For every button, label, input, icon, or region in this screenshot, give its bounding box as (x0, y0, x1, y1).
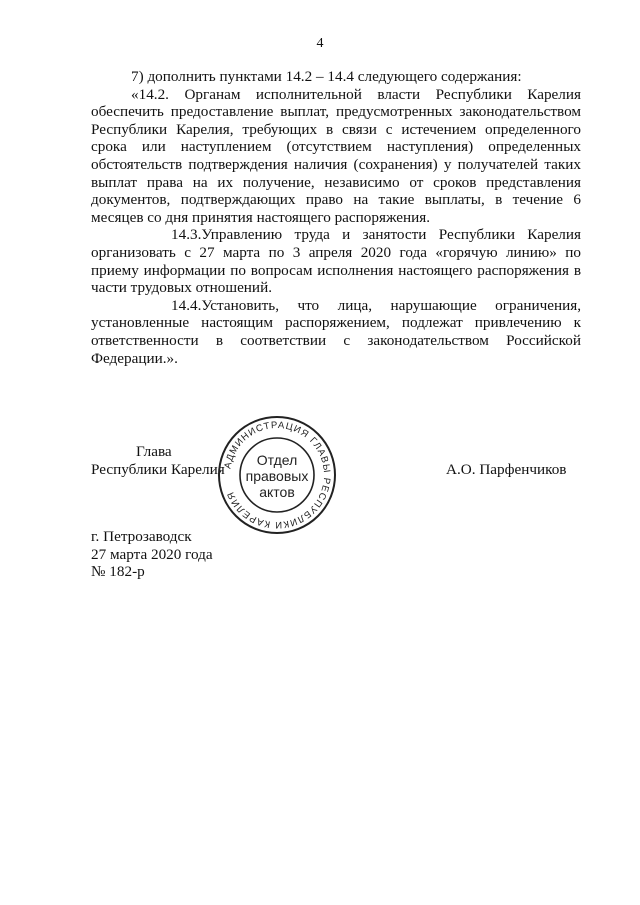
paragraph-number: 14.4. (171, 296, 202, 314)
signatory-organization: Республики Карелия (91, 461, 225, 478)
document-number: № 182-р (91, 563, 145, 581)
paragraph-14-3-text: Управлению труда и занятости Республики Карелия организовать с 27 марта по 3 апреля 2020 года «горячую линию» по приему информации по вопросам исполнения настоящего распоряжения в части трудовых отношений. (91, 226, 581, 297)
paragraph-number: 14.3. (171, 226, 202, 244)
document-body (91, 68, 581, 367)
paragraph-14-2: «14.2. Органам исполнительной власти Республики Карелия обеспечить предоставление выплат, предусмотренных законодательством Республики Карелия, требующих в связи с истечением определенного срока или наступлением (отсутствием наступления) определенных обстоятельств подтверждения наличия (сохранения) у получателей таких выплат права на их получение, независимо от сроков представления документов, подтверждающих право на такие выплаты, в течение 6 месяцев со дня принятия настоящего распоряжения. (91, 85, 581, 226)
signatory-name: А.О. Парфенчиков (446, 461, 567, 478)
paragraph-14-4 (91, 297, 581, 367)
city: г. Петрозаводск (91, 528, 192, 545)
stamp-center-line: правовых (245, 468, 309, 484)
page-number: 4 (316, 36, 324, 51)
document-footer (91, 528, 213, 581)
document-date: 27 марта 2020 года (91, 545, 213, 563)
signatory-title: Глава (136, 443, 172, 460)
stamp-ring-text: АДМИНИСТРАЦИЯ ГЛАВЫ РЕСПУБЛИКИ КАРЕЛИЯ (222, 419, 333, 531)
stamp-center-line: Отдел (256, 452, 298, 468)
stamp-center-line: актов (259, 484, 295, 500)
paragraph-14-4-text: Установить, что лица, нарушающие ограничения, установленные настоящим распоряжением, подлежат привлечению к ответственности в соответствии с законодательством Российской Федерации.». (91, 296, 581, 367)
official-stamp (215, 413, 339, 537)
paragraph-14-3 (91, 226, 581, 296)
paragraph-intro: 7) дополнить пунктами 14.2 – 14.4 следующего содержания: (131, 68, 522, 85)
